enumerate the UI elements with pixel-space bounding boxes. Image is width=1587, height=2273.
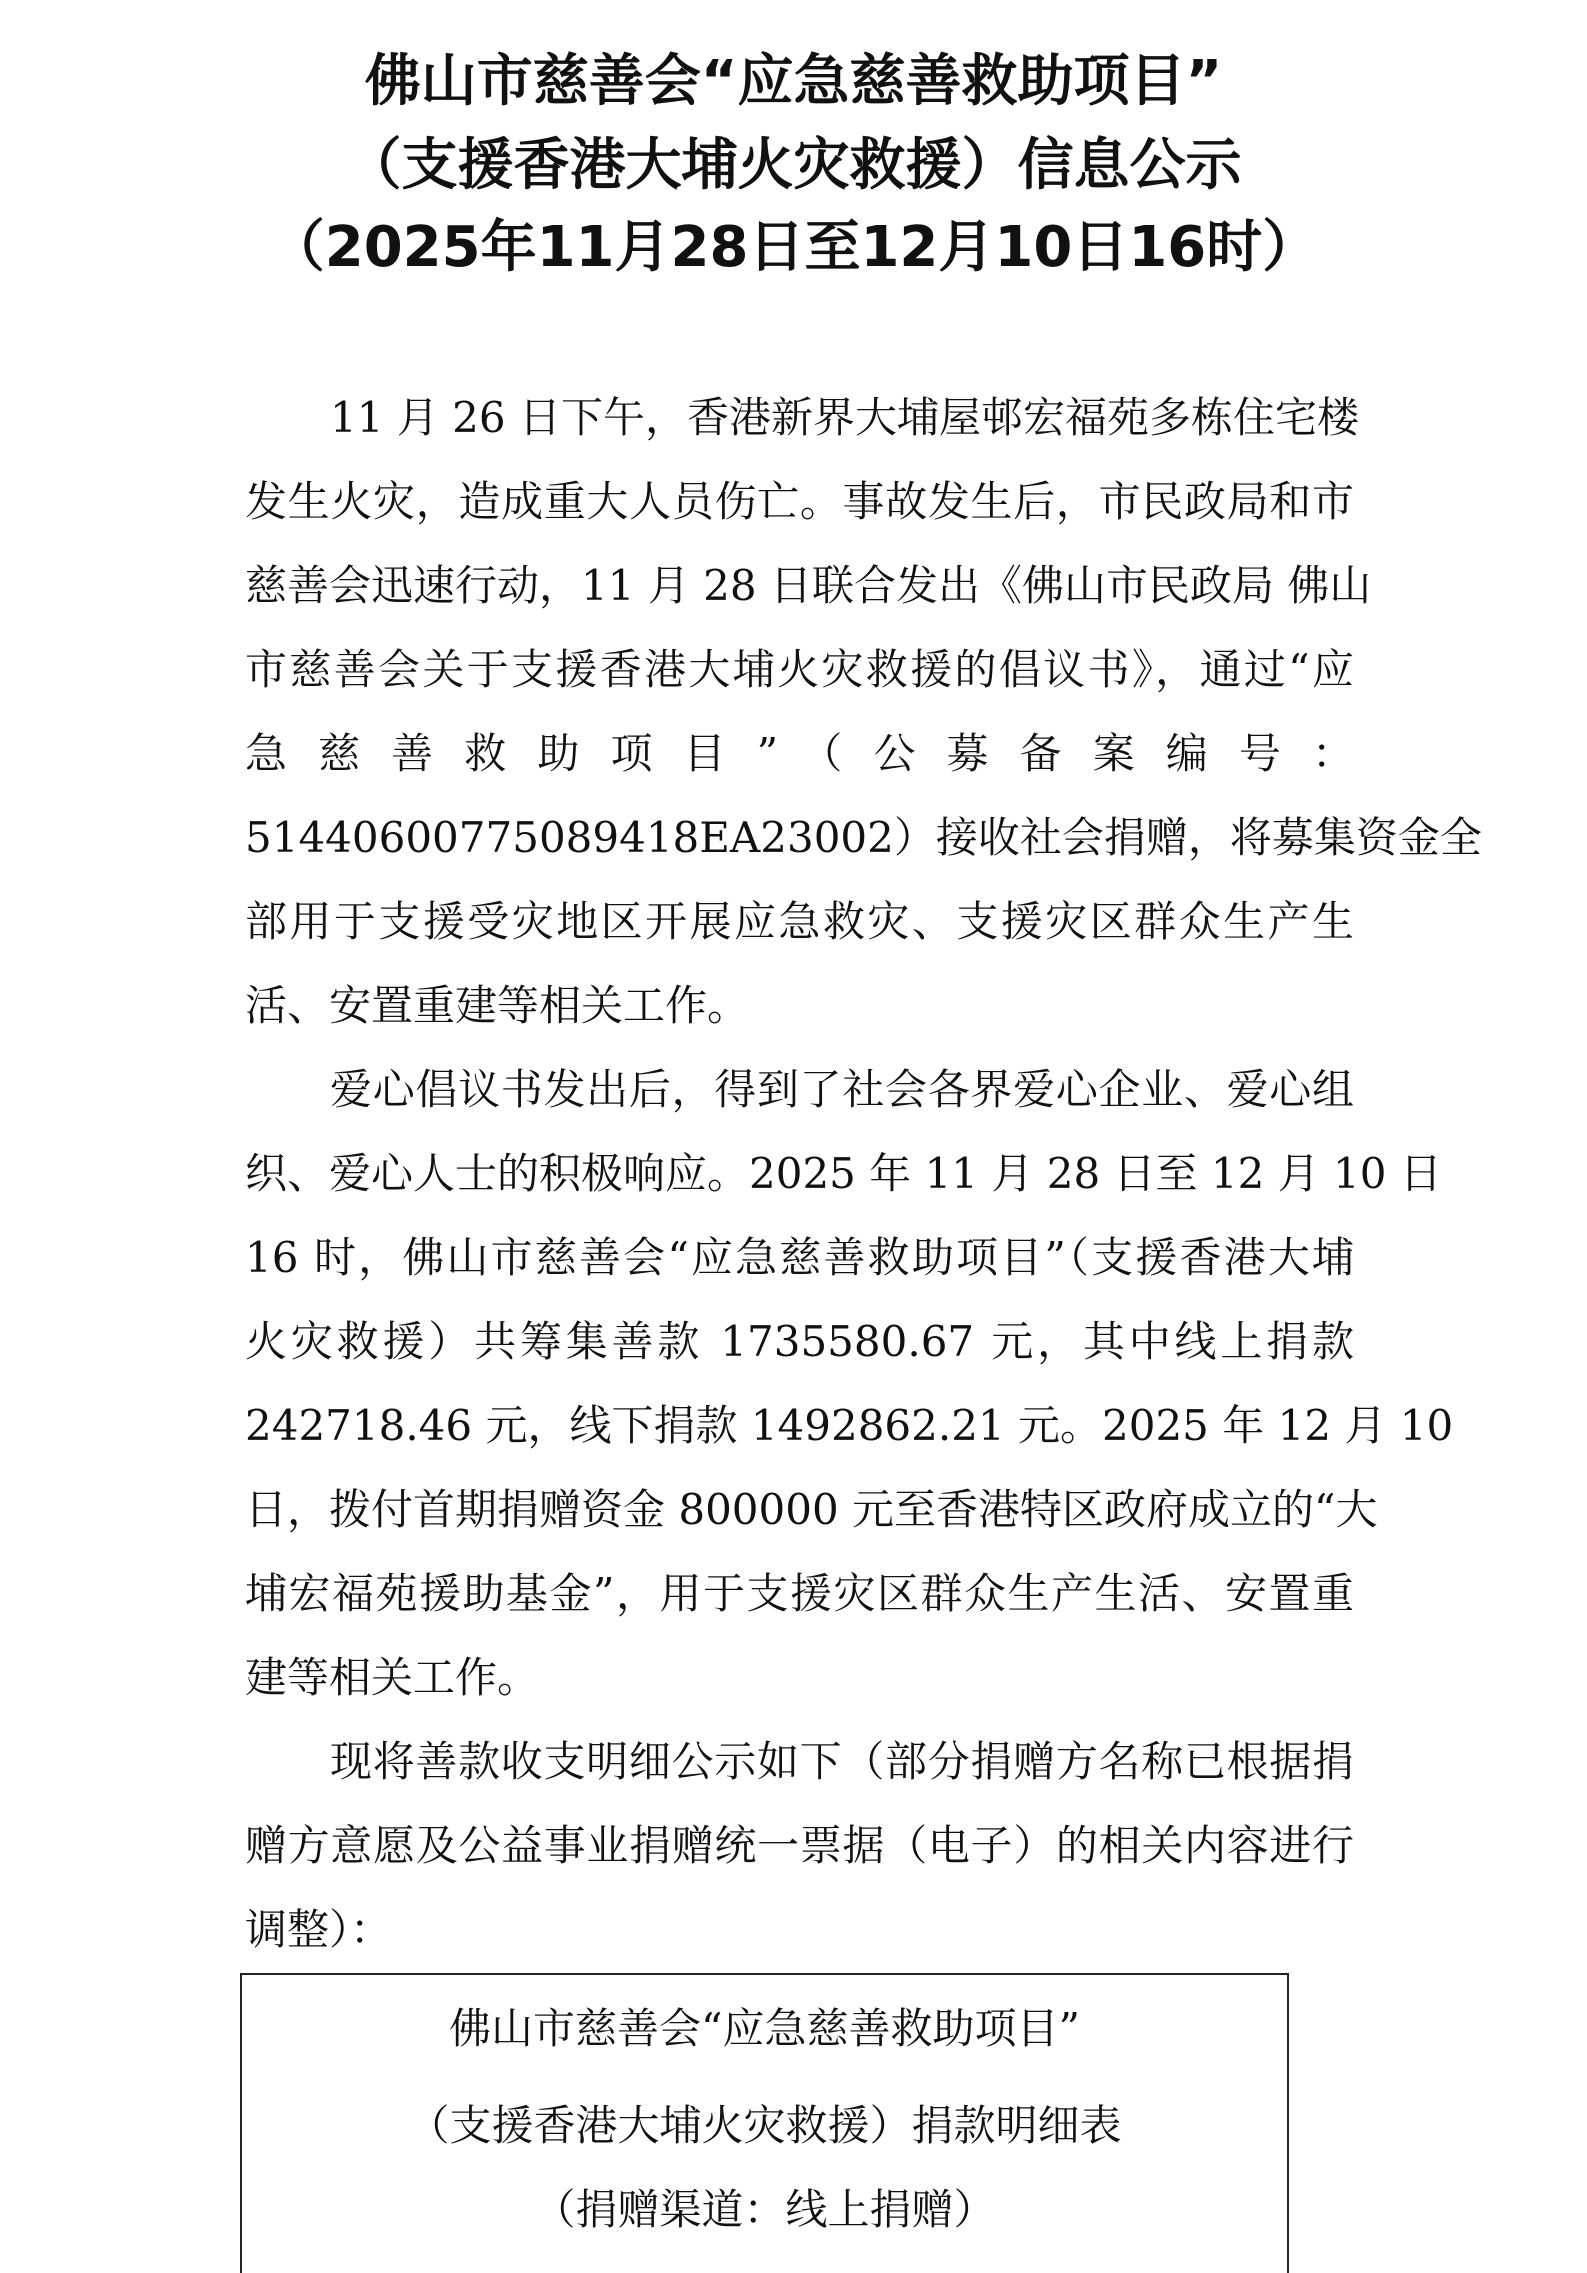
paragraph-line: 11 月 26 日下午，香港新界大埔屋邨宏福苑多栋住宅楼 — [330, 393, 1359, 442]
table-title-line: （捐赠渠道：线上捐赠） — [533, 2185, 996, 2234]
paragraph-line: 市慈善会关于支援香港大埔火灾救援的倡议书》，通过“应 — [245, 645, 1354, 694]
paragraph-line: 爱心倡议书发出后，得到了社会各界爱心企业、爱心组 — [330, 1065, 1354, 1114]
document-title-line: （支援香港大埔火灾救援）信息公示 — [345, 133, 1242, 198]
paragraph-line: 慈善会迅速行动，11 月 28 日联合发出《佛山市民政局 佛山 — [245, 561, 1372, 610]
table-title-line: （支援香港大埔火灾救援）捐款明细表 — [407, 2101, 1122, 2150]
paragraph-line: 活、安置重建等相关工作。 — [245, 981, 750, 1030]
paragraph-line: 埔宏福苑援助基金”，用于支援灾区群众生产生活、安置重 — [245, 1569, 1354, 1618]
paragraph-line: 242718.46 元，线下捐款 1492862.21 元。2025 年 12 月 10 — [245, 1401, 1454, 1450]
table-title-line: 佛山市慈善会“应急慈善救助项目” — [449, 2004, 1080, 2053]
paragraph-line: 急 慈 善 救 助 项 目 ” （ 公 募 备 案 编 号 ： — [245, 729, 1354, 778]
donation-detail-table — [240, 1973, 1289, 2273]
paragraph-line: 日，拨付首期捐赠资金 800000 元至香港特区政府成立的“大 — [245, 1485, 1378, 1534]
paragraph-line: 织、爱心人士的积极响应。2025 年 11 月 28 日至 12 月 10 日 — [245, 1149, 1442, 1198]
paragraph-line: 51440600775089418EA23002）接收社会捐赠，将募集资金全 — [245, 813, 1482, 862]
paragraph-line: 现将善款收支明细公示如下（部分捐赠方名称已根据捐 — [330, 1737, 1354, 1786]
document-title-line: （2025年11月28日至12月10日16时） — [268, 215, 1319, 280]
paragraph-line: 建等相关工作。 — [245, 1653, 540, 1702]
paragraph-line: 16 时，佛山市慈善会“应急慈善救助项目”（支援香港大埔 — [245, 1233, 1354, 1282]
paragraph-line: 部用于支援受灾地区开展应急救灾、支援灾区群众生产生 — [245, 897, 1354, 946]
paragraph-line: 调整）： — [245, 1905, 393, 1954]
paragraph-line: 火灾救援）共筹集善款 1735580.67 元，其中线上捐款 — [245, 1317, 1354, 1366]
document-title-line: 佛山市慈善会“应急慈善救助项目” — [364, 49, 1223, 114]
paragraph-line: 发生火灾，造成重大人员伤亡。事故发生后，市民政局和市 — [245, 477, 1354, 526]
paragraph-line: 赠方意愿及公益事业捐赠统一票据（电子）的相关内容进行 — [245, 1821, 1354, 1870]
